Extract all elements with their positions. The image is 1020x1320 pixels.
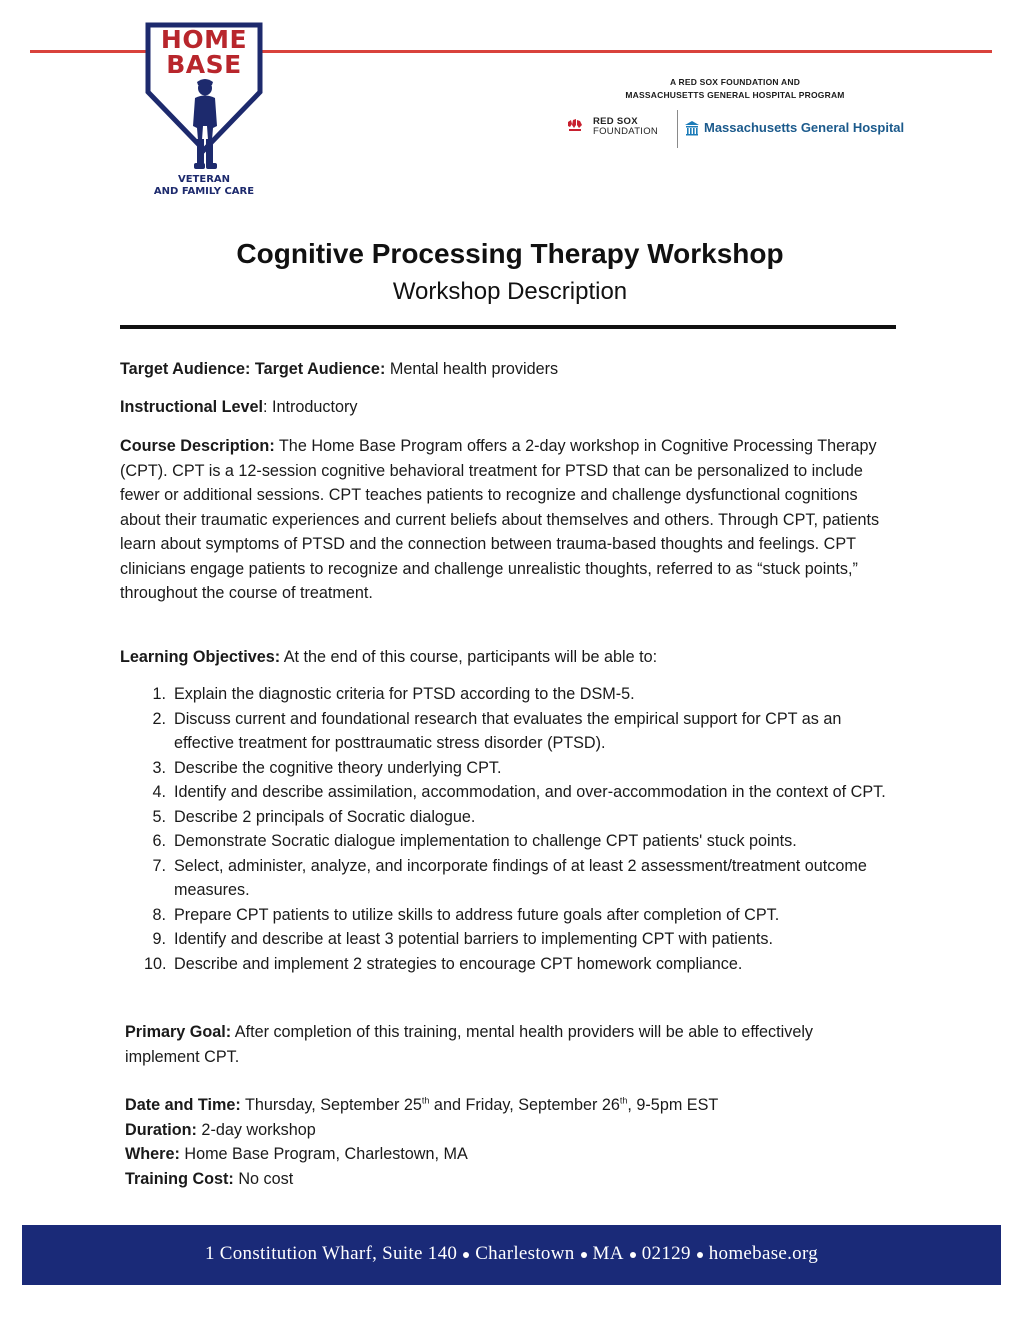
red-sox-foundation-text <box>593 117 658 137</box>
footer-city: Charlestown <box>475 1243 575 1264</box>
logo-family-care-text: AND FAMILY CARE <box>153 186 255 197</box>
learning-objectives <box>120 645 895 670</box>
objective-text: Select, administer, analyze, and incorporate findings of at least 2 assessment/treatment outcome measures. <box>174 856 867 899</box>
where <box>125 1142 885 1167</box>
sponsor-header-line2: MASSACHUSETTS GENERAL HOSPITAL PROGRAM <box>625 90 845 100</box>
target-audience-value: Mental health providers <box>385 360 559 378</box>
logo-home-text: HOME <box>160 25 248 54</box>
primary-goal-text: After completion of this training, mental health providers will be able to effectively implement CPT. <box>125 1023 814 1066</box>
instructional-level <box>120 395 895 420</box>
date-time-part3: , 9-5pm EST <box>627 1096 719 1114</box>
objective-number: 3. <box>152 758 166 777</box>
page-title: Cognitive Processing Therapy Workshop <box>236 238 784 269</box>
objective-number: 9. <box>152 930 166 948</box>
objective-number: 1. <box>152 685 166 703</box>
logo-base-text: BASE <box>166 50 242 79</box>
red-sox-icon <box>566 118 584 134</box>
objective-number: 10. <box>144 954 167 973</box>
course-description <box>120 434 895 606</box>
duration-label: Duration: <box>125 1120 197 1139</box>
primary-goal-label: Primary Goal: <box>125 1023 232 1041</box>
objective-item <box>144 952 896 977</box>
target-audience <box>120 357 895 382</box>
objective-item <box>144 829 896 854</box>
objective-text: Identify and describe at least 3 potential barriers to implementing CPT with patients. <box>174 930 773 948</box>
objective-text: Identify and describe assimilation, accommodation, and over-accommodation in the context of CPT. <box>174 783 886 801</box>
page-subtitle: Workshop Description <box>392 278 628 305</box>
duration-value: 2-day workshop <box>196 1120 316 1139</box>
sponsor-header-line1: A RED SOX FOUNDATION AND <box>669 77 801 87</box>
footer-website-link[interactable]: homebase.org <box>708 1243 819 1264</box>
logo-veteran-text: VETERAN <box>177 174 231 185</box>
course-description-label: Course Description: <box>120 437 275 455</box>
objective-number: 7. <box>152 856 166 875</box>
objectives-ol <box>144 682 896 976</box>
objective-number: 4. <box>152 783 166 801</box>
objective-item <box>144 780 896 805</box>
training-cost <box>125 1167 885 1192</box>
objective-text: Describe 2 principals of Socratic dialogue. <box>174 807 476 826</box>
objective-text: Describe and implement 2 strategies to encourage CPT homework compliance. <box>174 954 743 973</box>
objective-text: Demonstrate Socratic dialogue implementation to challenge CPT patients' stuck points. <box>174 832 797 850</box>
date-time-part2: and Friday, September 26 <box>429 1096 620 1114</box>
footer-address <box>22 1243 1001 1265</box>
objective-item <box>144 805 896 830</box>
objective-text: Prepare CPT patients to utilize skills to address future goals after completion of CPT. <box>174 905 780 924</box>
red-sox-line2: FOUNDATION <box>593 126 659 137</box>
learning-objectives-label: Learning Objectives: <box>120 648 281 666</box>
sponsor-header <box>570 76 900 102</box>
date-time-label: Date and Time: <box>125 1096 241 1114</box>
sponsor-divider <box>677 110 678 148</box>
objective-number: 6. <box>152 832 166 850</box>
learning-objectives-intro: At the end of this course, participants will be able to: <box>280 648 658 666</box>
objective-text: Discuss current and foundational research that evaluates the empirical support for CPT as an effective treatment for posttraumatic stress disorder (PTSD). <box>174 709 842 752</box>
objective-text: Explain the diagnostic criteria for PTSD according to the DSM-5. <box>174 685 635 703</box>
date-time-sup2: th <box>619 1095 628 1106</box>
target-audience-label: Target Audience: Target Audience: <box>120 360 386 378</box>
mgh-text: Massachusetts General Hospital <box>704 120 905 135</box>
instructional-level-label: Instructional Level <box>120 398 264 416</box>
bullet-icon <box>630 1252 636 1258</box>
footer-state: MA <box>592 1243 624 1264</box>
bullet-icon <box>697 1252 703 1258</box>
where-value: Home Base Program, Charlestown, MA <box>179 1145 468 1163</box>
date-time-sup1: th <box>421 1095 430 1106</box>
red-sox-line1: RED SOX <box>593 116 638 127</box>
objective-item <box>144 854 896 903</box>
objective-item <box>144 903 896 928</box>
footer-street: 1 Constitution Wharf, Suite 140 <box>204 1243 458 1264</box>
bullet-icon <box>463 1252 469 1258</box>
where-label: Where: <box>125 1145 180 1163</box>
instructional-level-value: : Introductory <box>263 398 358 416</box>
training-cost-label: Training Cost: <box>125 1169 234 1188</box>
objective-number: 8. <box>152 905 166 924</box>
training-cost-value: No cost <box>233 1169 294 1188</box>
title-rule <box>120 325 896 329</box>
objective-text: Describe the cognitive theory underlying CPT. <box>174 758 502 777</box>
mgh-building-icon <box>684 120 700 136</box>
home-base-logo <box>145 22 263 202</box>
objective-item <box>144 927 896 952</box>
objective-item <box>144 756 896 781</box>
footer-zip: 02129 <box>641 1243 691 1264</box>
objective-number: 5. <box>152 807 166 826</box>
event-details <box>125 1093 885 1191</box>
bullet-icon <box>581 1252 587 1258</box>
objective-item <box>144 707 896 756</box>
objective-item <box>144 682 896 707</box>
duration <box>125 1118 885 1143</box>
primary-goal <box>125 1020 865 1069</box>
date-time-part1: Thursday, September 25 <box>240 1096 422 1114</box>
objective-number: 2. <box>152 709 166 728</box>
objectives-list <box>144 682 896 976</box>
course-description-text: The Home Base Program offers a 2-day workshop in Cognitive Processing Therapy (CPT). CPT is a 12-session cognitive behavioral treatment for PTSD that can be personalized to include fewer or additional sessions. CPT teaches patients to recognize and challenge dysfunctional cognitions about their traumatic experiences and current beliefs about themselves and others. Through CPT, patients learn about symptoms of PTSD and the connection between trauma-based thoughts and feelings. CPT clinicians engage patients to recognize and challenge unrealistic thoughts, referred to as “stuck points,” throughout the course of treatment. <box>120 437 880 602</box>
date-time <box>125 1093 885 1118</box>
